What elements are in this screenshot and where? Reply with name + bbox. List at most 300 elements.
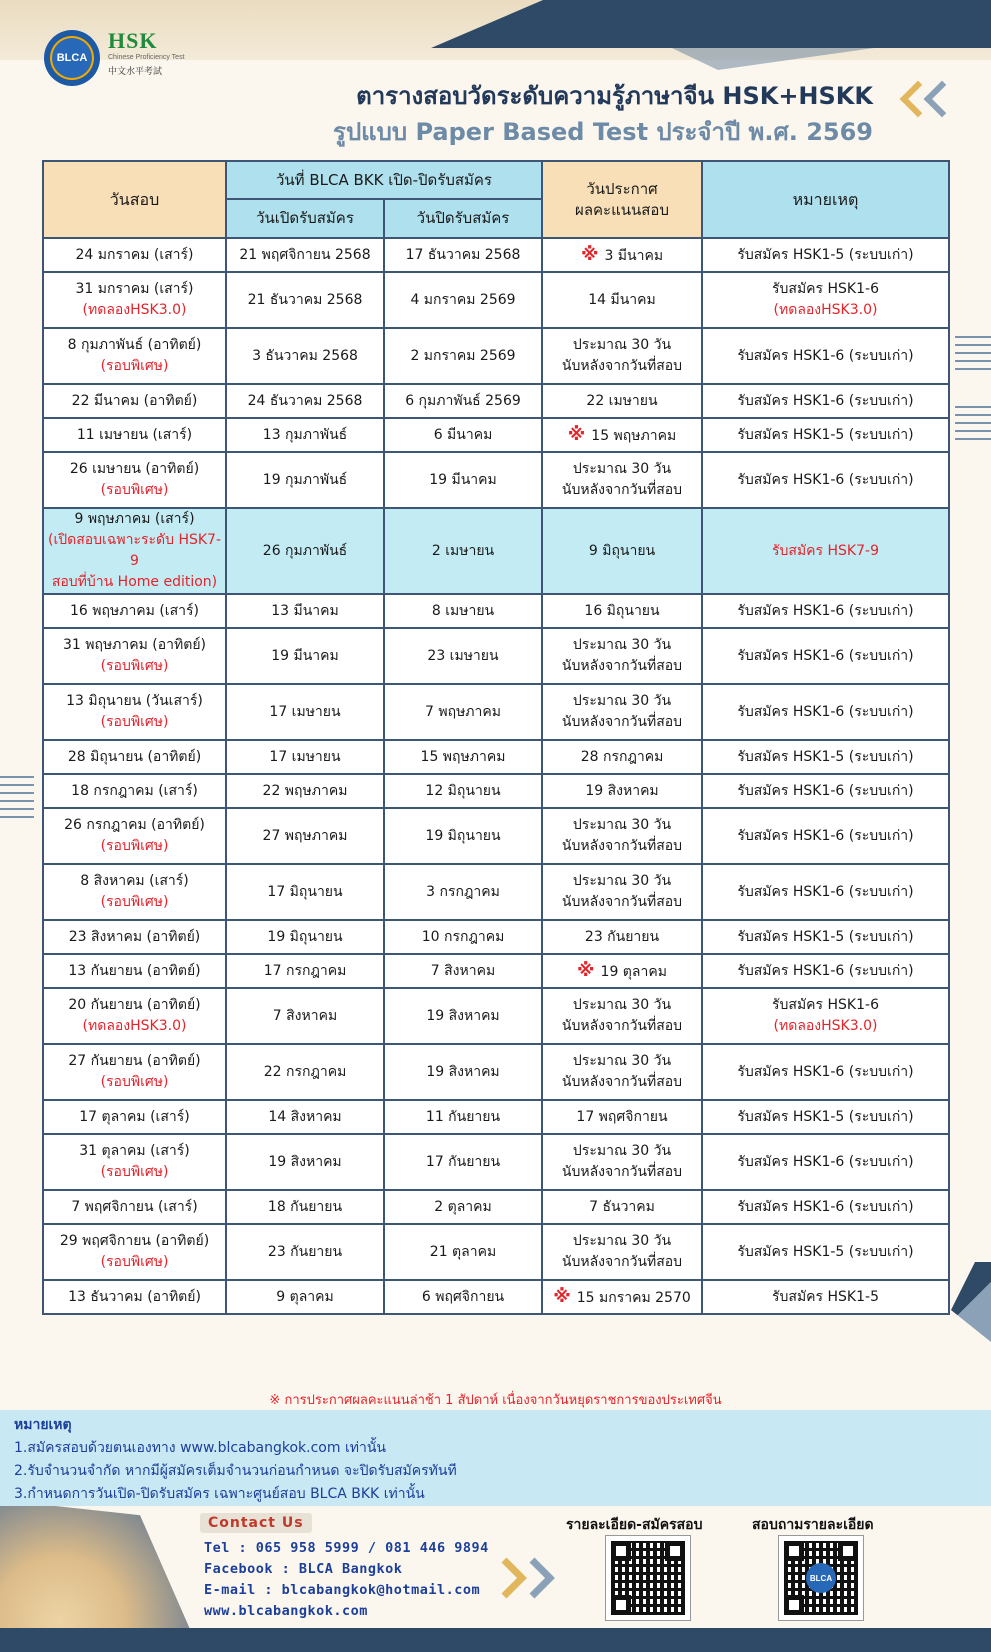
remark-text: รับสมัคร HSK1-5 (ระบบเก่า) (737, 1108, 914, 1125)
hsk-logo-chinese: 中文水平考試 (108, 67, 163, 77)
result-date-line (545, 1197, 699, 1218)
result-date-note: นับหลังจากวันที่สอบ (561, 838, 683, 854)
result-date: ประมาณ 30 วัน (572, 693, 672, 709)
result-date: 15 มกราคม 2570 (576, 1289, 691, 1306)
qr-finder (838, 1541, 858, 1561)
cell-result-date (542, 1190, 702, 1224)
cell-close-date: 10 กรกฎาคม (384, 920, 542, 954)
exam-date-note: (รอบพิเศษ) (100, 1254, 169, 1270)
exam-date: 16 พฤษภาคม (เสาร์) (70, 602, 199, 619)
contact-tel: Tel : 065 958 5999 / 081 446 9894 (204, 1540, 489, 1556)
blca-logo (44, 30, 100, 86)
cube-decoration (951, 1262, 991, 1342)
exam-date: 13 ธันวาคม (อาทิตย์) (68, 1288, 201, 1305)
result-date: 14 มีนาคม (588, 291, 656, 308)
qr-finder (665, 1541, 685, 1561)
cell-open-date: 24 ธันวาคม 2568 (226, 384, 384, 418)
cell-open-date: 22 กรกฎาคม (226, 1044, 384, 1100)
result-date-note: นับหลังจากวันที่สอบ (561, 358, 683, 374)
qr-inquiry-code[interactable] (779, 1536, 863, 1620)
cell-exam-date (43, 954, 226, 988)
remark-text: รับสมัคร HSK1-6 (ระบบเก่า) (737, 392, 914, 409)
remark-text: รับสมัคร HSK1-6 (ระบบเก่า) (737, 602, 914, 619)
cell-result-date (542, 740, 702, 774)
result-date: 9 มิถุนายน (588, 542, 656, 559)
cell-open-date: 21 พฤศจิกายน 2568 (226, 238, 384, 272)
cell-result-date (542, 594, 702, 628)
exam-date: 26 กรกฎาคม (อาทิตย์) (64, 817, 205, 833)
bottom-band-decoration (0, 1628, 991, 1652)
cell-open-date: 18 กันยายน (226, 1190, 384, 1224)
cell-remark (702, 1280, 949, 1314)
result-date: ประมาณ 30 วัน (572, 997, 672, 1013)
header-result-line2: ผลคะแนนสอบ (575, 200, 669, 219)
cell-close-date: 6 พฤศจิกายน (384, 1280, 542, 1314)
cell-remark (702, 1134, 949, 1190)
remark-text: รับสมัคร HSK1-6 (ระบบเก่า) (737, 782, 914, 799)
cell-open-date: 19 มีนาคม (226, 628, 384, 684)
cell-remark (702, 988, 949, 1044)
result-date-line (545, 871, 699, 892)
cell-remark (702, 384, 949, 418)
exam-date-note: (รอบพิเศษ) (100, 714, 169, 730)
result-date-note: นับหลังจากวันที่สอบ (561, 894, 683, 910)
result-date-line (545, 781, 699, 802)
exam-date-note: (รอบพิเศษ) (100, 894, 169, 910)
delay-mark-icon: ※ (553, 1285, 571, 1307)
result-date: 19 สิงหาคม (585, 782, 659, 799)
exam-date-note: (ทดลองHSK3.0) (82, 1018, 187, 1034)
contact-email: E-mail : blcabangkok@hotmail.com (204, 1582, 481, 1598)
result-date: 23 กันยายน (584, 928, 660, 945)
stripe-decoration (955, 406, 991, 446)
result-date-note: นับหลังจากวันที่สอบ (561, 714, 683, 730)
cell-open-date: 13 มีนาคม (226, 594, 384, 628)
exam-date: 29 พฤศจิกายน (อาทิตย์) (59, 1233, 210, 1249)
table-row (43, 774, 949, 808)
remark-text: รับสมัคร HSK1-5 (ระบบเก่า) (737, 426, 914, 443)
table-row (43, 1224, 949, 1280)
remark-text: รับสมัคร HSK1-5 (ระบบเก่า) (737, 246, 914, 263)
exam-date: 13 มิถุนายน (วันเสาร์) (66, 693, 203, 709)
cell-exam-date (43, 740, 226, 774)
stripe-decoration (955, 336, 991, 376)
cell-exam-date (43, 418, 226, 452)
cell-result-date (542, 1280, 702, 1314)
cell-remark (702, 864, 949, 920)
exam-date: 31 พฤษภาคม (อาทิตย์) (62, 637, 207, 653)
exam-date: 8 สิงหาคม (เสาร์) (80, 873, 189, 889)
cell-close-date: 17 กันยายน (384, 1134, 542, 1190)
cell-close-date: 2 มกราคม 2569 (384, 328, 542, 384)
cell-result-date (542, 452, 702, 508)
cell-exam-date (43, 1190, 226, 1224)
cell-remark (702, 1190, 949, 1224)
cell-open-date: 7 สิงหาคม (226, 988, 384, 1044)
table-row (43, 452, 949, 508)
qr-inquiry-label: สอบถามรายละเอียด (752, 1517, 874, 1533)
result-date: ประมาณ 30 วัน (572, 817, 672, 833)
table-row (43, 684, 949, 740)
cell-open-date: 26 กุมภาพันธ์ (226, 508, 384, 594)
cell-close-date: 19 มีนาคม (384, 452, 542, 508)
note-item: 1.สมัครสอบด้วยตนเองทาง www.blcabangkok.com เท่านั้น (14, 1440, 386, 1456)
exam-date: 22 มีนาคม (อาทิตย์) (71, 392, 198, 409)
cell-close-date: 19 สิงหาคม (384, 1044, 542, 1100)
result-date-line (545, 1286, 699, 1309)
result-date-line (545, 635, 699, 656)
remark-text: รับสมัคร HSK1-6 (ระบบเก่า) (737, 962, 914, 979)
exam-date: 17 ตุลาคม (เสาร์) (79, 1108, 190, 1125)
cell-close-date: 6 กุมภาพันธ์ 2569 (384, 384, 542, 418)
exam-date: 9 พฤษภาคม (เสาร์) (74, 511, 195, 527)
header-result-date (542, 161, 702, 238)
cell-remark (702, 740, 949, 774)
note-item: 2.รับจำนวนจำกัด หากมีผู้สมัครเต็มจำนวนก่อนกำหนด จะปิดรับสมัครทันที (14, 1463, 457, 1479)
qr-finder (784, 1595, 804, 1615)
remark-note: (ทดลองHSK3.0) (773, 1018, 878, 1034)
exam-date: 31 มกราคม (เสาร์) (75, 281, 194, 297)
table-row (43, 594, 949, 628)
cell-remark (702, 1100, 949, 1134)
remark-note: (ทดลองHSK3.0) (773, 302, 878, 318)
result-date-note: นับหลังจากวันที่สอบ (561, 1018, 683, 1034)
cell-exam-date (43, 684, 226, 740)
remark-text: รับสมัคร HSK1-6 (ระบบเก่า) (737, 1198, 914, 1215)
exam-date-note: (รอบพิเศษ) (100, 658, 169, 674)
result-date: ประมาณ 30 วัน (572, 1053, 672, 1069)
cell-close-date: 23 เมษายน (384, 628, 542, 684)
cell-remark (702, 920, 949, 954)
cell-exam-date (43, 1044, 226, 1100)
result-date: ประมาณ 30 วัน (572, 461, 672, 477)
cell-result-date (542, 238, 702, 272)
table-row (43, 1100, 949, 1134)
cell-exam-date (43, 920, 226, 954)
header-remark: หมายเหตุ (702, 161, 949, 238)
table-row (43, 1190, 949, 1224)
cell-result-date (542, 272, 702, 328)
cell-open-date: 14 สิงหาคม (226, 1100, 384, 1134)
cell-open-date: 19 สิงหาคม (226, 1134, 384, 1190)
table-row (43, 508, 949, 594)
table-row (43, 808, 949, 864)
exam-date-note: (เปิดสอบเฉพาะระดับ HSK7-9 (47, 532, 222, 569)
cell-remark (702, 1224, 949, 1280)
result-date-line (545, 244, 699, 267)
cell-remark (702, 508, 949, 594)
cell-remark (702, 418, 949, 452)
table-row (43, 740, 949, 774)
exam-date: 13 กันยายน (อาทิตย์) (68, 962, 201, 979)
delay-mark-icon: ※ (577, 959, 595, 981)
result-date: 17 พฤศจิกายน (576, 1108, 668, 1125)
result-date-note: นับหลังจากวันที่สอบ (561, 1074, 683, 1090)
table-row (43, 238, 949, 272)
remark-text: รับสมัคร HSK1-6 (ระบบเก่า) (737, 347, 914, 364)
result-date-line (545, 1141, 699, 1162)
cell-exam-date (43, 594, 226, 628)
blca-logo-text: BLCA (52, 38, 92, 78)
table-row (43, 954, 949, 988)
exam-date: 11 เมษายน (เสาร์) (76, 426, 193, 443)
exam-date: 26 เมษายน (อาทิตย์) (69, 461, 200, 477)
exam-schedule-table (42, 160, 950, 1315)
cell-result-date (542, 920, 702, 954)
table-row (43, 384, 949, 418)
result-date: 19 ตุลาคม (600, 963, 667, 980)
cell-close-date: 2 เมษายน (384, 508, 542, 594)
cell-exam-date (43, 1224, 226, 1280)
note-item: 3.กำหนดการวันเปิด-ปิดรับสมัคร เฉพาะศูนย์สอบ BLCA BKK เท่านั้น (14, 1486, 425, 1502)
cell-open-date: 3 ธันวาคม 2568 (226, 328, 384, 384)
cell-result-date (542, 328, 702, 384)
cell-remark (702, 1044, 949, 1100)
cell-close-date: 4 มกราคม 2569 (384, 272, 542, 328)
header-result-line1: วันประกาศ (586, 179, 658, 198)
table-row (43, 988, 949, 1044)
result-date: 7 ธันวาคม (589, 1198, 655, 1215)
table-row (43, 920, 949, 954)
cell-open-date: 22 พฤษภาคม (226, 774, 384, 808)
chevron-left-icon (924, 81, 961, 118)
header-open-date: วันเปิดรับสมัคร (226, 199, 384, 238)
remark-text: รับสมัคร HSK1-6 (772, 997, 879, 1013)
cell-result-date (542, 864, 702, 920)
cell-exam-date (43, 452, 226, 508)
cell-exam-date (43, 272, 226, 328)
cell-result-date (542, 1134, 702, 1190)
cell-remark (702, 272, 949, 328)
qr-finder (611, 1541, 631, 1561)
contact-website-link[interactable]: www.blcabangkok.com (204, 1603, 368, 1619)
result-date-line (545, 1051, 699, 1072)
cell-exam-date (43, 628, 226, 684)
cell-remark (702, 238, 949, 272)
cell-open-date: 17 กรกฎาคม (226, 954, 384, 988)
exam-date-note: สอบที่บ้าน Home edition) (51, 574, 218, 590)
result-date: ประมาณ 30 วัน (572, 1143, 672, 1159)
result-date-line (545, 960, 699, 983)
cell-result-date (542, 988, 702, 1044)
cell-exam-date (43, 384, 226, 418)
result-date-line (545, 927, 699, 948)
cell-result-date (542, 774, 702, 808)
cell-close-date: 21 ตุลาคม (384, 1224, 542, 1280)
exam-date: 7 พฤศจิกายน (เสาร์) (71, 1198, 198, 1215)
result-date: ประมาณ 30 วัน (572, 1233, 672, 1249)
cell-close-date: 19 มิถุนายน (384, 808, 542, 864)
footnote-text: การประกาศผลคะแนนล่าช้า 1 สัปดาห์ เนื่องจากวันหยุดราชการของประเทศจีน (284, 1393, 722, 1408)
cell-remark (702, 954, 949, 988)
cell-exam-date (43, 1134, 226, 1190)
contact-info (204, 1538, 489, 1622)
exam-date: 31 ตุลาคม (เสาร์) (79, 1143, 190, 1159)
cell-close-date: 7 สิงหาคม (384, 954, 542, 988)
exam-date: 24 มกราคม (เสาร์) (75, 246, 194, 263)
exam-date-note: (ทดลองHSK3.0) (82, 302, 187, 318)
cell-remark (702, 774, 949, 808)
cell-open-date: 17 เมษายน (226, 684, 384, 740)
table-row (43, 328, 949, 384)
hsk-logo: HSK (108, 28, 158, 53)
notes-title: หมายเหตุ (14, 1417, 72, 1433)
cell-remark (702, 328, 949, 384)
result-date: 3 มีนาคม (604, 247, 664, 264)
delay-footnote (0, 1389, 991, 1410)
cell-open-date: 21 ธันวาคม 2568 (226, 272, 384, 328)
result-date-line (545, 691, 699, 712)
cell-open-date: 19 กุมภาพันธ์ (226, 452, 384, 508)
cell-exam-date (43, 808, 226, 864)
cell-exam-date (43, 774, 226, 808)
cell-exam-date (43, 238, 226, 272)
remark-text: รับสมัคร HSK7-9 (772, 542, 879, 559)
cell-close-date: 17 ธันวาคม 2568 (384, 238, 542, 272)
exam-date-note: (รอบพิเศษ) (100, 1164, 169, 1180)
table-row (43, 628, 949, 684)
remark-text: รับสมัคร HSK1-6 (ระบบเก่า) (737, 883, 914, 900)
cell-exam-date (43, 328, 226, 384)
cell-open-date: 9 ตุลาคม (226, 1280, 384, 1314)
result-date: 28 กรกฎาคม (580, 748, 664, 765)
cell-close-date: 11 กันยายน (384, 1100, 542, 1134)
table-row (43, 1134, 949, 1190)
exam-date: 8 กุมภาพันธ์ (อาทิตย์) (67, 337, 202, 353)
remark-text: รับสมัคร HSK1-6 (ระบบเก่า) (737, 1063, 914, 1080)
page-subtitle: รูปแบบ Paper Based Test ประจำปี พ.ศ. 2569 (333, 118, 873, 146)
remark-text: รับสมัคร HSK1-5 (772, 1288, 879, 1305)
remark-text: รับสมัคร HSK1-6 (ระบบเก่า) (737, 1153, 914, 1170)
cell-open-date: 27 พฤษภาคม (226, 808, 384, 864)
remark-text: รับสมัคร HSK1-5 (ระบบเก่า) (737, 748, 914, 765)
result-date-note: นับหลังจากวันที่สอบ (561, 482, 683, 498)
remark-text: รับสมัคร HSK1-6 (ระบบเก่า) (737, 471, 914, 488)
header-exam-date: วันสอบ (43, 161, 226, 238)
table-row (43, 1280, 949, 1314)
contact-title: Contact Us (200, 1513, 312, 1533)
cell-result-date (542, 1100, 702, 1134)
delay-mark-icon: ※ (580, 243, 599, 265)
remark-text: รับสมัคร HSK1-6 (ระบบเก่า) (737, 647, 914, 664)
qr-finder (611, 1595, 631, 1615)
result-date: ประมาณ 30 วัน (572, 637, 672, 653)
remark-text: รับสมัคร HSK1-6 (ระบบเก่า) (737, 703, 914, 720)
result-date-line (545, 1231, 699, 1252)
cell-close-date: 6 มีนาคม (384, 418, 542, 452)
cell-close-date: 3 กรกฎาคม (384, 864, 542, 920)
cell-open-date: 23 กันยายน (226, 1224, 384, 1280)
cell-remark (702, 628, 949, 684)
qr-inquiry-badge: BLCA (806, 1563, 836, 1593)
cell-exam-date (43, 988, 226, 1044)
result-date-line (545, 335, 699, 356)
result-date-line (545, 459, 699, 480)
cell-result-date (542, 954, 702, 988)
result-date-line (545, 995, 699, 1016)
cell-close-date: 2 ตุลาคม (384, 1190, 542, 1224)
cell-result-date (542, 418, 702, 452)
notes-section (14, 1414, 457, 1506)
contact-facebook: Facebook : BLCA Bangkok (204, 1561, 403, 1577)
header-registration-period: วันที่ BLCA BKK เปิด-ปิดรับสมัคร (226, 161, 542, 199)
exam-date: 23 สิงหาคม (อาทิตย์) (68, 928, 201, 945)
result-date: 16 มิถุนายน (584, 602, 660, 619)
exam-date-note: (รอบพิเศษ) (100, 1074, 169, 1090)
cell-result-date (542, 384, 702, 418)
table-row (43, 418, 949, 452)
cell-result-date (542, 628, 702, 684)
delay-mark-icon: ※ (567, 423, 586, 445)
exam-date: 28 มิถุนายน (อาทิตย์) (67, 748, 202, 765)
qr-finder (784, 1541, 804, 1561)
exam-date: 27 กันยายน (อาทิตย์) (68, 1053, 201, 1069)
table-row (43, 272, 949, 328)
exam-date-note: (รอบพิเศษ) (100, 838, 169, 854)
result-date-note: นับหลังจากวันที่สอบ (561, 1164, 683, 1180)
cell-open-date: 17 เมษายน (226, 740, 384, 774)
qr-register-code[interactable] (606, 1536, 690, 1620)
result-date-line (545, 1107, 699, 1128)
table-row (43, 1044, 949, 1100)
result-date-line (545, 541, 699, 562)
cell-exam-date (43, 1100, 226, 1134)
result-date-line (545, 601, 699, 622)
cell-close-date: 15 พฤษภาคม (384, 740, 542, 774)
cell-open-date: 13 กุมภาพันธ์ (226, 418, 384, 452)
exam-date: 18 กรกฎาคม (เสาร์) (71, 782, 198, 799)
result-date-line (545, 424, 699, 447)
cell-result-date (542, 1044, 702, 1100)
footnote-mark: ※ (269, 1393, 281, 1408)
chevron-right-icon (498, 1556, 568, 1600)
remark-text: รับสมัคร HSK1-6 (ระบบเก่า) (737, 827, 914, 844)
result-date-note: นับหลังจากวันที่สอบ (561, 658, 683, 674)
exam-date: 20 กันยายน (อาทิตย์) (68, 997, 201, 1013)
remark-text: รับสมัคร HSK1-5 (ระบบเก่า) (737, 928, 914, 945)
cell-result-date (542, 808, 702, 864)
cell-close-date: 7 พฤษภาคม (384, 684, 542, 740)
page-title: ตารางสอบวัดระดับความรู้ภาษาจีน HSK+HSKK (356, 82, 873, 110)
result-date: 15 พฤษภาคม (591, 427, 677, 444)
cell-result-date (542, 684, 702, 740)
cell-remark (702, 452, 949, 508)
cell-open-date: 19 มิถุนายน (226, 920, 384, 954)
cell-result-date (542, 1224, 702, 1280)
remark-text: รับสมัคร HSK1-5 (ระบบเก่า) (737, 1243, 914, 1260)
cell-close-date: 12 มิถุนายน (384, 774, 542, 808)
result-date-line (545, 747, 699, 768)
table-row (43, 864, 949, 920)
cell-open-date: 17 มิถุนายน (226, 864, 384, 920)
header-close-date: วันปิดรับสมัคร (384, 199, 542, 238)
cell-remark (702, 684, 949, 740)
cell-result-date (542, 508, 702, 594)
cell-remark (702, 808, 949, 864)
result-date: ประมาณ 30 วัน (572, 873, 672, 889)
result-date-line (545, 815, 699, 836)
qr-register-label: รายละเอียด-สมัครสอบ (566, 1517, 703, 1533)
cell-close-date: 19 สิงหาคม (384, 988, 542, 1044)
cell-close-date: 8 เมษายน (384, 594, 542, 628)
cell-exam-date (43, 508, 226, 594)
cell-exam-date (43, 1280, 226, 1314)
cell-exam-date (43, 864, 226, 920)
result-date-note: นับหลังจากวันที่สอบ (561, 1254, 683, 1270)
result-date-line (545, 290, 699, 311)
cell-remark (702, 594, 949, 628)
hsk-logo-subtitle: Chinese Proficiency Test (108, 54, 185, 61)
